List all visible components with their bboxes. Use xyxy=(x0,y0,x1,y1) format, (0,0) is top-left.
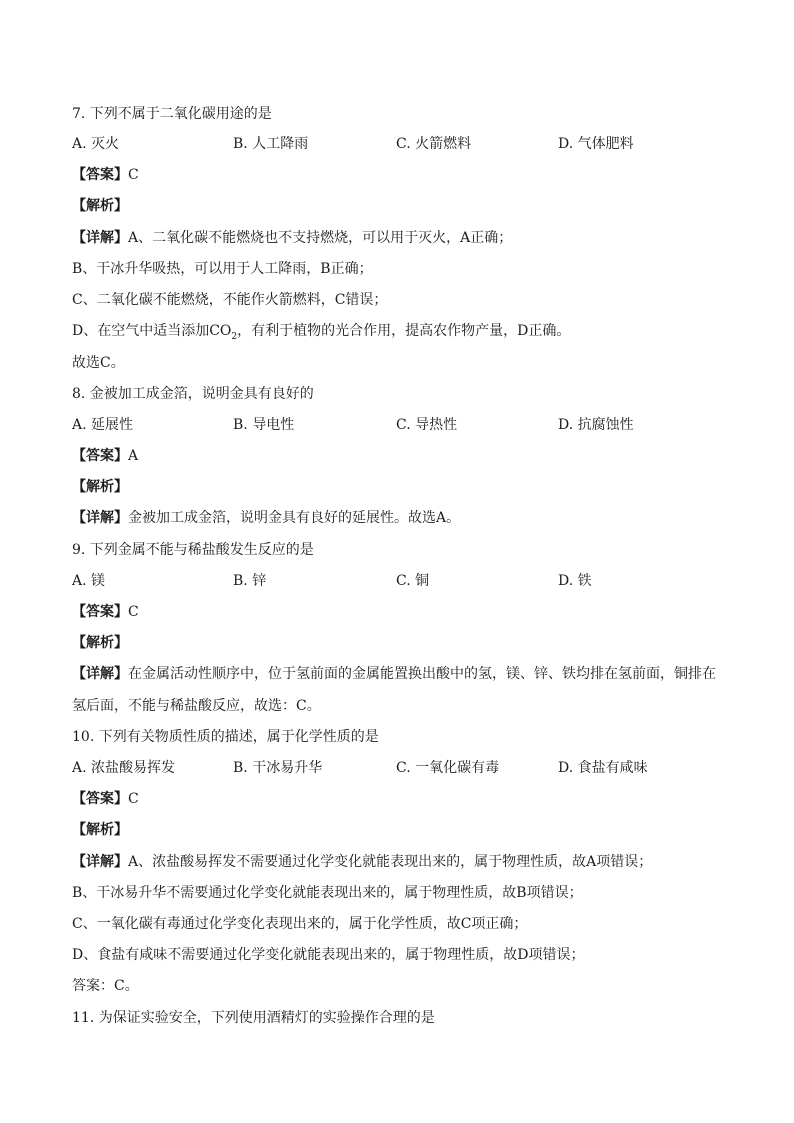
detail-line: 氢后面，不能与稀盐酸反应，故选：C。 xyxy=(72,698,321,714)
detail-label: 【详解】 xyxy=(72,230,128,246)
option-c: C. 一氧化碳有毒 xyxy=(396,760,500,776)
option-d: D. 铁 xyxy=(558,573,592,589)
conclusion-line: 答案：C。 xyxy=(72,978,139,994)
answer-label: 【答案】 xyxy=(72,448,128,464)
answer-line xyxy=(72,447,138,465)
detail-line: D、食盐有咸味不需要通过化学变化就能表现出来的，属于物理性质，故D项错误； xyxy=(72,947,585,963)
option-c: C. 铜 xyxy=(396,573,430,589)
detail-text: 在金属活动性顺序中，位于氢前面的金属能置换出酸中的氢，镁、锌、铁均排在氢前面，铜排在 xyxy=(128,666,716,682)
option-c: C. 导热性 xyxy=(396,417,458,433)
question-9-stem: 9. 下列金属不能与稀盐酸发生反应的是 xyxy=(72,542,314,558)
answer-value: C xyxy=(128,167,139,183)
detail-line xyxy=(72,229,512,247)
option-a: A. 灭火 xyxy=(72,136,120,152)
detail-label: 【详解】 xyxy=(72,854,128,870)
question-10-options xyxy=(72,759,752,777)
option-c: C. 火箭燃料 xyxy=(396,136,472,152)
question-10-stem: 10. 下列有关物质性质的描述，属于化学性质的是 xyxy=(72,729,379,745)
option-d: D. 食盐有咸味 xyxy=(558,760,648,776)
option-b: B. 人工降雨 xyxy=(233,136,309,152)
answer-label: 【答案】 xyxy=(72,791,128,807)
subscript: 2 xyxy=(231,331,238,342)
detail-text: 金被加工成金箔，说明金具有良好的延展性。故选A。 xyxy=(128,510,461,526)
detail-line xyxy=(72,509,460,527)
option-a: A. 浓盐酸易挥发 xyxy=(72,760,176,776)
answer-line xyxy=(72,166,139,184)
detail-label: 【详解】 xyxy=(72,666,128,682)
option-b: B. 锌 xyxy=(233,573,267,589)
question-7-stem: 7. 下列不属于二氧化碳用途的是 xyxy=(72,106,272,122)
detail-text: A、浓盐酸易挥发不需要通过化学变化就能表现出来的，属于物理性质，故A项错误； xyxy=(128,854,653,870)
question-7-options xyxy=(72,135,752,153)
option-a: A. 延展性 xyxy=(72,417,134,433)
detail-d-prefix: D、在空气中适当添加CO xyxy=(72,323,232,339)
answer-label: 【答案】 xyxy=(72,167,128,183)
analysis-label: 【解析】 xyxy=(72,822,128,838)
detail-line: B、干冰升华吸热，可以用于人工降雨，B正确； xyxy=(72,261,373,277)
answer-line xyxy=(72,790,139,808)
option-b: B. 干冰易升华 xyxy=(233,760,323,776)
question-8-stem: 8. 金被加工成金箔，说明金具有良好的 xyxy=(72,386,314,402)
analysis-label: 【解析】 xyxy=(72,198,128,214)
detail-line xyxy=(72,853,652,871)
conclusion-line: 故选C。 xyxy=(72,355,125,371)
analysis-label: 【解析】 xyxy=(72,479,128,495)
question-11-stem: 11. 为保证实验安全，下列使用酒精灯的实验操作合理的是 xyxy=(72,1010,435,1026)
option-b: B. 导电性 xyxy=(233,417,295,433)
detail-line xyxy=(72,665,716,683)
detail-line: B、干冰易升华不需要通过化学变化就能表现出来的，属于物理性质，故B项错误； xyxy=(72,885,583,901)
option-d: D. 气体肥料 xyxy=(558,136,634,152)
detail-line-d xyxy=(72,322,570,346)
answer-value: C xyxy=(128,791,139,807)
answer-value: C xyxy=(128,604,139,620)
detail-line: C、二氧化碳不能燃烧，不能作火箭燃料，C错误； xyxy=(72,292,388,308)
detail-label: 【详解】 xyxy=(72,510,128,526)
detail-text: A、二氧化碳不能燃烧也不支持燃烧，可以用于灭火，A正确； xyxy=(128,230,513,246)
answer-value: A xyxy=(128,448,139,464)
detail-d-suffix: ，有利于植物的光合作用，提高农作物产量，D正确。 xyxy=(237,323,571,339)
analysis-label: 【解析】 xyxy=(72,635,128,651)
question-8-options xyxy=(72,416,752,434)
answer-label: 【答案】 xyxy=(72,604,128,620)
detail-line: C、一氧化碳有毒通过化学变化表现出来的，属于化学性质，故C项正确； xyxy=(72,916,528,932)
question-9-options xyxy=(72,572,752,590)
answer-line xyxy=(72,603,139,621)
option-d: D. 抗腐蚀性 xyxy=(558,417,634,433)
option-a: A. 镁 xyxy=(72,573,106,589)
